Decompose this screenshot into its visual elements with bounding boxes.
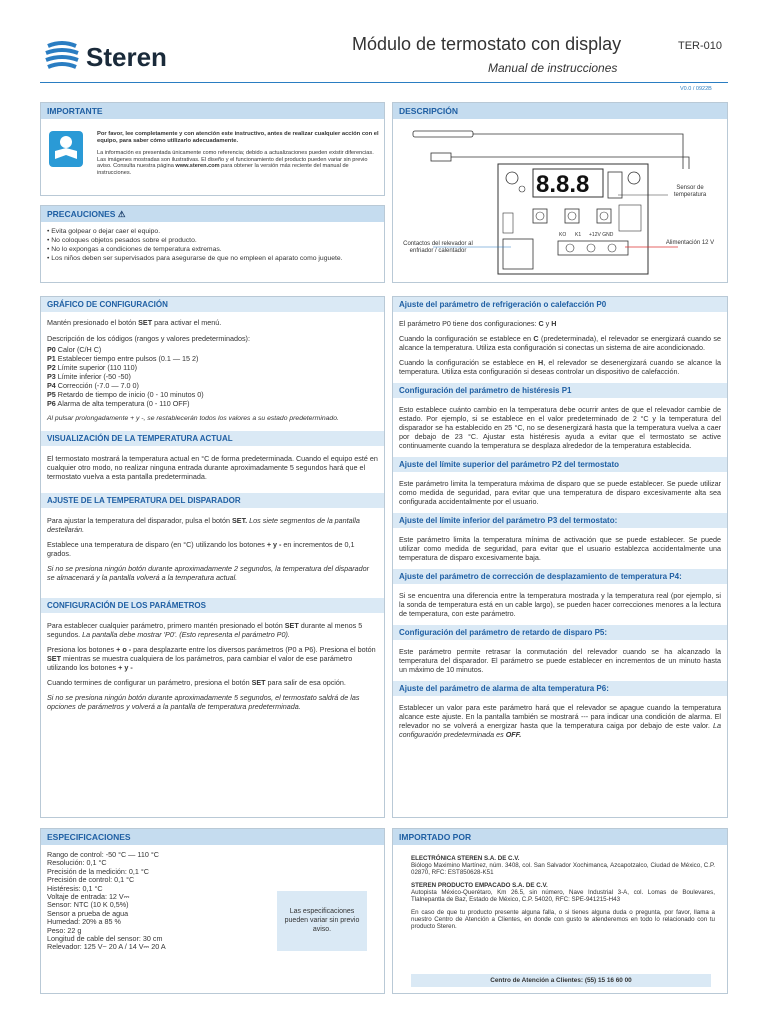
configuracion-p2: Presiona los botones + o - para desplazarte entre los diversos parámetros (P0 a P6). Presiona el botón SET mientras se muestra cualquiera de los parámetros, para cambiar el valor de ese parámetro utilizando los botones + y - (47, 645, 376, 672)
version-label: V0.0 / 0922B (680, 86, 712, 92)
module-diagram (393, 119, 729, 279)
p3-title: Ajuste del límite inferior del parámetro P3 del termostato: (393, 513, 727, 528)
p6-text: Establecer un valor para este parámetro hará que el relevador se apague cuando la temperatura alcance este ajuste. En la pantalla también se mostrará --- para indicar una condición de alarma. El relevador no se volverá a energizar hasta que la temperatura caiga por debajo de este valor. La configuración predeterminada es OFF. (399, 703, 721, 739)
list-item: • No coloques objetos pesados sobre el producto. (47, 237, 197, 244)
steren-logo (44, 40, 184, 72)
importado-title: IMPORTADO POR (393, 829, 727, 845)
company2-name: STEREN PRODUCTO EMPACADO S.A. DE C.V. (411, 882, 548, 889)
p0-p1: El parámetro P0 tiene dos configuraciones: C y H (399, 319, 557, 328)
grafico-title: GRÁFICO DE CONFIGURACIÓN (41, 297, 384, 312)
sensor-label: Sensor de temperatura (673, 185, 707, 198)
codes-list (47, 345, 378, 408)
precauciones-list (41, 222, 384, 268)
p4-title: Ajuste del parámetro de corrección de desplazamiento de temperatura P4: (393, 569, 727, 584)
customer-service-phone: Centro de Atención a Clientes: (55) 15 16 60 00 (411, 974, 711, 987)
document-title: Módulo de termostato con display (352, 34, 622, 54)
descripcion-section (392, 102, 728, 283)
list-item: P6 Alarma de alta temperatura (0 - 110 OFF) (47, 399, 190, 408)
power-label: Alimentación 12 V (665, 240, 715, 246)
p2-text: Este parámetro limita la temperatura máxima de disparo que se puede establecer. Se puede utilizar como medida de seguridad, para evitar que una temperatura de disparo excesivamente alta sea configurada accidentalmente por el usuario. (399, 479, 721, 506)
website-link[interactable]: www.steren.com (175, 163, 220, 170)
p1-title: Configuración del parámetro de histéresis P1 (393, 383, 727, 398)
document-subtitle: Manual de instrucciones (488, 61, 618, 75)
instructions-left (40, 296, 385, 818)
list-item: Histéresis: 0,1 °C (47, 883, 103, 893)
p0-p2: Cuando la configuración se establece en C (predeterminada), el relevador se energizará cuando se alcance la temperatura. Utiliza esta configuración si conectas un sistema de aire acondicionado. (399, 334, 721, 352)
list-item: Voltaje de entrada: 12 V⎓ (47, 892, 130, 902)
list-item: Humedad: 20% a 85 % (47, 917, 121, 927)
list-item: • Evita golpear o dejar caer el equipo. (47, 228, 161, 235)
list-item: P2 Límite superior (110 110) (47, 363, 138, 372)
disparador-title: AJUSTE DE LA TEMPERATURA DEL DISPARADOR (41, 493, 384, 508)
p4-text: Si se encuentra una diferencia entre la temperatura mostrada y la temperatura real (por ejemplo, si la sonda de temperatura está en un cable largo), se pueden hacer correcciones menores a la lectura de temperatura, con este parámetro. (399, 591, 721, 618)
list-item: Resolución: 0,1 °C (47, 858, 107, 868)
importante-section (40, 102, 385, 196)
importante-bold: Por favor, lee completamente y con atención este instructivo, antes de realizar cualquier acción con el equipo, para saber cómo utilizarlo adecuadamente. (97, 131, 379, 144)
header-divider (40, 82, 728, 83)
company1-address: Biólogo Maximino Martínez, núm. 3408, col. San Salvador Xochimanca, Azcapotzalco, Ciudad de México, C.P. 02870, RFC: EST850628-K51 (411, 862, 715, 876)
configuracion-p3: Cuando termines de configurar un parámetro, presiona el botón SET para salir de esa opción. (47, 678, 346, 687)
list-item: P1 Establecer tiempo entre pulsos (0.1 — 15 2) (47, 354, 199, 363)
especificaciones-section (40, 828, 385, 994)
p5-title: Configuración del parámetro de retardo de disparo P5: (393, 625, 727, 640)
list-item: P4 Corrección (-7.0 — 7.0 0) (47, 381, 139, 390)
precauciones-title: PRECAUCIONES ⚠ (41, 206, 384, 222)
list-item: P3 Límite inferior (-50 -50) (47, 372, 131, 381)
display-digits: 8.8.8 (536, 171, 590, 198)
reading-icon (49, 131, 83, 167)
configuracion-p1: Para establecer cualquier parámetro, primero mantén presionado el botón SET durante al menos 5 segundos. La pantalla debe mostrar 'P0'. (Esto representa el parámetro P0). (47, 621, 363, 639)
configuracion-title: CONFIGURACIÓN DE LOS PARÁMETROS (41, 598, 384, 613)
specs-note: Las especificaciones pueden variar sin previo aviso. (277, 891, 367, 951)
importado-section (392, 828, 728, 994)
importante-title: IMPORTANTE (41, 103, 384, 119)
warning-icon: ⚠ (117, 209, 126, 219)
help-text: En caso de que tu producto presente alguna falla, o si tienes alguna duda o pregunta, por favor, llama a nuestro Centro de Atención a Clientes, en donde con gusto te atenderemos en todo lo relacionado con tu producto Steren. (411, 909, 715, 930)
p0-p3: Cuando la configuración se establece en H, el relevador se desenergizará cuando se alcance la temperatura. Utiliza esta configuración si deseas controlar un dispositivo de calefacción. (399, 358, 721, 376)
list-item: • No lo expongas a condiciones de temperatura extremas. (47, 246, 222, 253)
list-item: P5 Retardo de tiempo de inicio (0 - 10 minutos 0) (47, 390, 204, 399)
disparador-p2: Establece una temperatura de disparo (en °C) utilizando los botones + y - en incrementos de 0,1 grados. (47, 540, 355, 558)
model-number: TER-010 (678, 40, 723, 52)
grafico-p2: Descripción de los códigos (rangos y valores predeterminados): (47, 334, 250, 343)
grafico-p1: Mantén presionado el botón SET para activar el menú. (47, 318, 222, 327)
list-item: Rango de control: -50 °C — 110 °C (47, 850, 159, 859)
p0-title: Ajuste del parámetro de refrigeración o calefacción P0 (393, 297, 727, 312)
list-item: • Los niños deben ser supervisados para asegurarse de que no empleen el aparato como juguete. (47, 255, 343, 262)
especificaciones-title: ESPECIFICACIONES (41, 829, 384, 845)
list-item: Sensor: NTC (10 K 0,5%) (47, 900, 129, 910)
grafico-note: Al pulsar prolongadamente + y -, se restablecerán todos los valores a su estado predeterminado. (47, 415, 339, 422)
importante-text: La información es presentada únicamente como referencia; debido a actualizaciones pueden existir diferencias. Las imágenes mostradas son ilustrativas. El diseño y el funcionamiento del producto pueden variar sin previo aviso. Consulta nuestra página www.steren.com para obtener la versión más reciente del manual de instrucciones. (97, 150, 374, 176)
list-item: Precisión de control: 0,1 °C (47, 875, 135, 885)
company1-name: ELECTRÓNICA STEREN S.A. DE C.V. (411, 855, 520, 862)
p5-text: Este parámetro permite retrasar la conmutación del relevador cuando se ha alcanzado la temperatura del disparador. El parámetro se puede establecer en incrementos de un minuto hasta un máximo de 10 minutos. (399, 647, 721, 674)
list-item: Longitud de cable del sensor: 30 cm (47, 934, 163, 944)
instructions-right (392, 296, 728, 818)
disparador-p3: Si no se presiona ningún botón durante aproximadamente 2 segundos, la temperatura del disparador se almacenará y la pantalla volverá a la temperatura actual. (47, 564, 370, 582)
visualizacion-text: El termostato mostrará la temperatura actual en °C de forma predeterminada. Cuando el equipo esté en cualquier otro modo, no realizar ninguna entrada durante aproximadamente 5 segundos hará que el termostato vuelva a esta pantalla predeterminada. (47, 454, 378, 481)
list-item: Precisión de la medición: 0,1 °C (47, 866, 149, 876)
specs-list (47, 851, 267, 952)
p1-text: Esto establece cuánto cambio en la temperatura debe ocurrir antes de que el relevador cambie de estado. Por ejemplo, si se establece en el valor predeterminado de 2 °C y la temperatura del disparador se ha establecido en 25 °C, no se desenergizará hasta que la temperatura vuelva a caer por debajo de 23 °C. Ajustar esta histéresis ayuda a evitar que el termostato se active continuamente cuando la temperatura se desplaza alrededor de la temperatura establecida. (399, 405, 721, 450)
list-item: P0 Calor (C/H C) (47, 345, 102, 354)
configuracion-p4: Si no se presiona ningún botón durante aproximadamente 5 segundos, el termostato saldrá de las opciones de parámetros y volverá a la pantalla de temperatura predeterminada. (47, 693, 360, 711)
steren-wave-icon (44, 40, 80, 72)
descripcion-title: DESCRIPCIÓN (393, 103, 727, 119)
disparador-p1: Para ajustar la temperatura del disparador, pulsa el botón SET. Los siete segmentos de la pantalla destellarán. (47, 516, 360, 534)
p6-title: Ajuste del parámetro de alarma de alta temperatura P6: (393, 681, 727, 696)
list-item: Peso: 22 g (47, 925, 82, 935)
company2-address: Autopista México-Querétaro, Km 26.5, sin número, Nave Industrial 3-A, col. Lomas de Boulevares, Tlalnepantla de Baz, Estado de México, C.P. 54020, RFC: SPE-941215-H43 (411, 889, 715, 903)
p2-title: Ajuste del límite superior del parámetro P2 del termostato (393, 457, 727, 472)
precauciones-section (40, 205, 385, 283)
list-item: Sensor a prueba de agua (47, 908, 129, 918)
brand-name: Steren (86, 42, 167, 72)
list-item: Relevador: 125 V~ 20 A / 14 V⎓ 20 A (47, 942, 166, 952)
svg-text:K1: K1 (575, 232, 582, 238)
contacts-label: Contactos del relevador al enfriador / calentador (403, 241, 473, 254)
p3-text: Este parámetro limita la temperatura mínima de activación que se puede establecer. Se puede utilizar como medida de seguridad, para evitar que el usuario establezca accidentalmente una temperatura de disparo excesivamente baja. (399, 535, 721, 562)
visualizacion-title: VISUALIZACIÓN DE LA TEMPERATURA ACTUAL (41, 431, 384, 446)
svg-text:KO: KO (559, 232, 567, 238)
svg-text:+12V GND: +12V GND (589, 232, 614, 238)
